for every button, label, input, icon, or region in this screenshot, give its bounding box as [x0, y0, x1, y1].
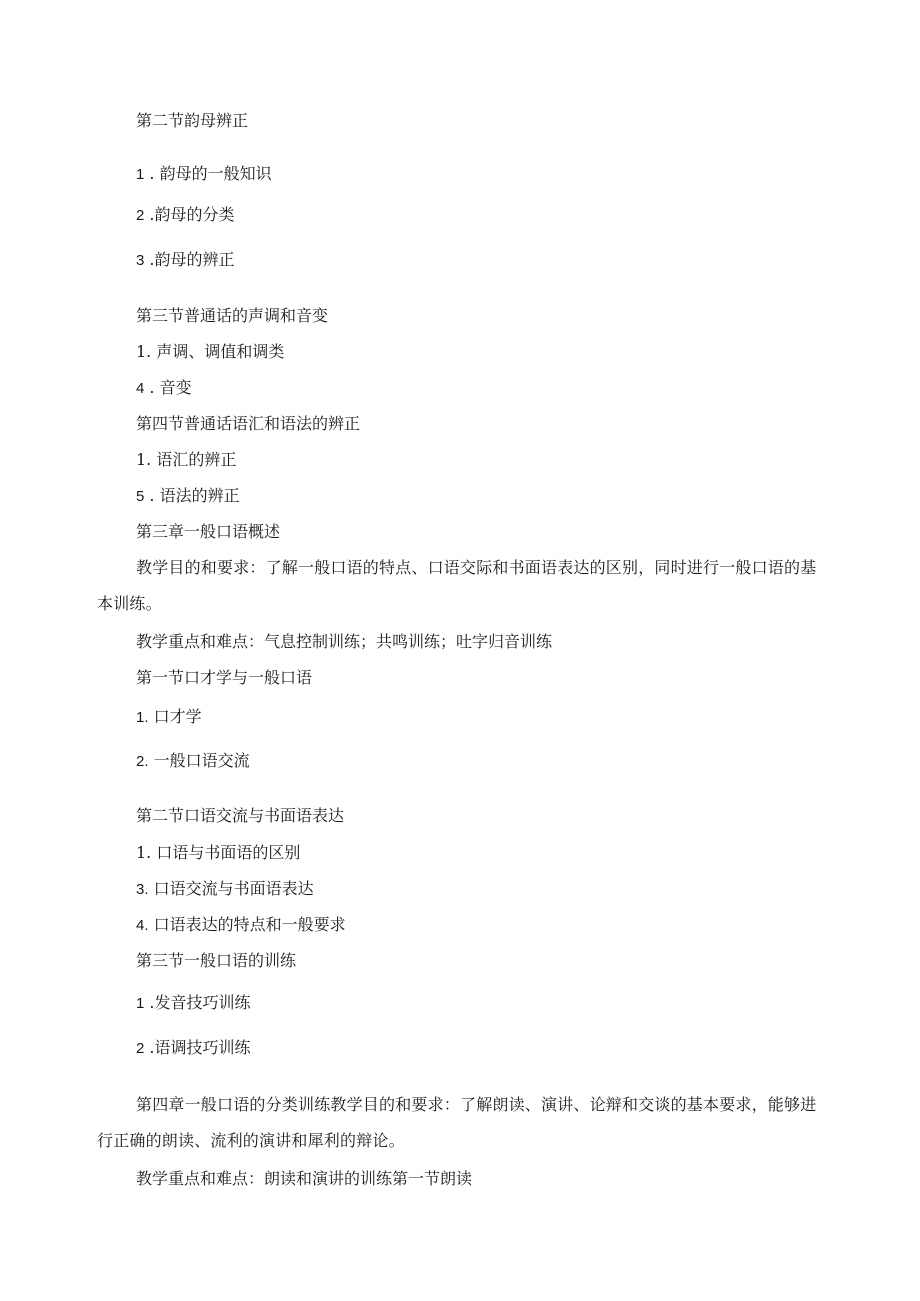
item-text: .韵母的辨正	[144, 250, 235, 269]
item-number: 3.	[136, 881, 149, 898]
list-item	[136, 707, 202, 728]
section-heading: 第二节口语交流与书面语表达	[136, 806, 345, 825]
item-text: .语调技巧训练	[144, 1038, 251, 1057]
item-number: 3	[136, 252, 145, 269]
item-text: . 韵母的一般知识	[144, 164, 272, 183]
list-item	[136, 993, 251, 1014]
item-text: .发音技巧训练	[144, 993, 251, 1012]
section-heading: 第一节口才学与一般口语	[136, 668, 313, 687]
item-number: 2.	[136, 753, 149, 770]
item-text: . 语法的辨正	[144, 486, 240, 505]
list-item	[136, 378, 192, 399]
focus-line: 教学重点和难点：气息控制训练；共鸣训练；吐字归音训练	[136, 632, 553, 651]
list-item: 1. 声调、调值和调类	[136, 342, 285, 361]
list-item	[136, 1038, 251, 1059]
list-item	[136, 486, 240, 507]
section-heading: 第三节普通话的声调和音变	[136, 306, 329, 325]
list-item	[136, 751, 250, 772]
item-text: 口语交流与书面语表达	[148, 879, 314, 898]
item-number: 2	[136, 1040, 145, 1057]
item-number: 1	[136, 166, 145, 183]
list-item	[136, 250, 235, 271]
item-number: 1.	[136, 709, 149, 726]
list-item	[136, 205, 235, 226]
section-heading: 第二节韵母辨正	[136, 111, 249, 130]
list-item	[136, 164, 272, 185]
item-number: 2	[136, 207, 145, 224]
item-number: 1	[136, 995, 145, 1012]
list-item	[136, 915, 346, 936]
item-text: 一般口语交流	[148, 751, 250, 770]
list-item: 1. 口语与书面语的区别	[136, 843, 301, 862]
list-item	[136, 879, 314, 900]
section-heading: 第三节一般口语的训练	[136, 951, 297, 970]
item-number: 4	[136, 380, 145, 397]
item-text: 口语表达的特点和一般要求	[148, 915, 346, 934]
chapter-goal-paragraph: 教学目的和要求：了解一般口语的特点、口语交际和书面语表达的区别，同时进行一般口语的基本训练。	[97, 558, 817, 613]
focus-line: 教学重点和难点：朗读和演讲的训练第一节朗读	[136, 1169, 473, 1188]
list-item: 1. 语汇的辨正	[136, 450, 237, 469]
item-text: .韵母的分类	[144, 205, 235, 224]
item-number: 4.	[136, 917, 149, 934]
item-text: 口才学	[148, 707, 202, 726]
item-text: . 音变	[144, 378, 192, 397]
chapter-goal-paragraph: 第四章一般口语的分类训练教学目的和要求：了解朗读、演讲、论辩和交谈的基本要求，能够进行正确的朗读、流利的演讲和犀利的辩论。	[97, 1095, 817, 1150]
item-number: 5	[136, 488, 145, 505]
chapter-heading: 第三章一般口语概述	[136, 522, 281, 541]
section-heading: 第四节普通话语汇和语法的辨正	[136, 414, 361, 433]
